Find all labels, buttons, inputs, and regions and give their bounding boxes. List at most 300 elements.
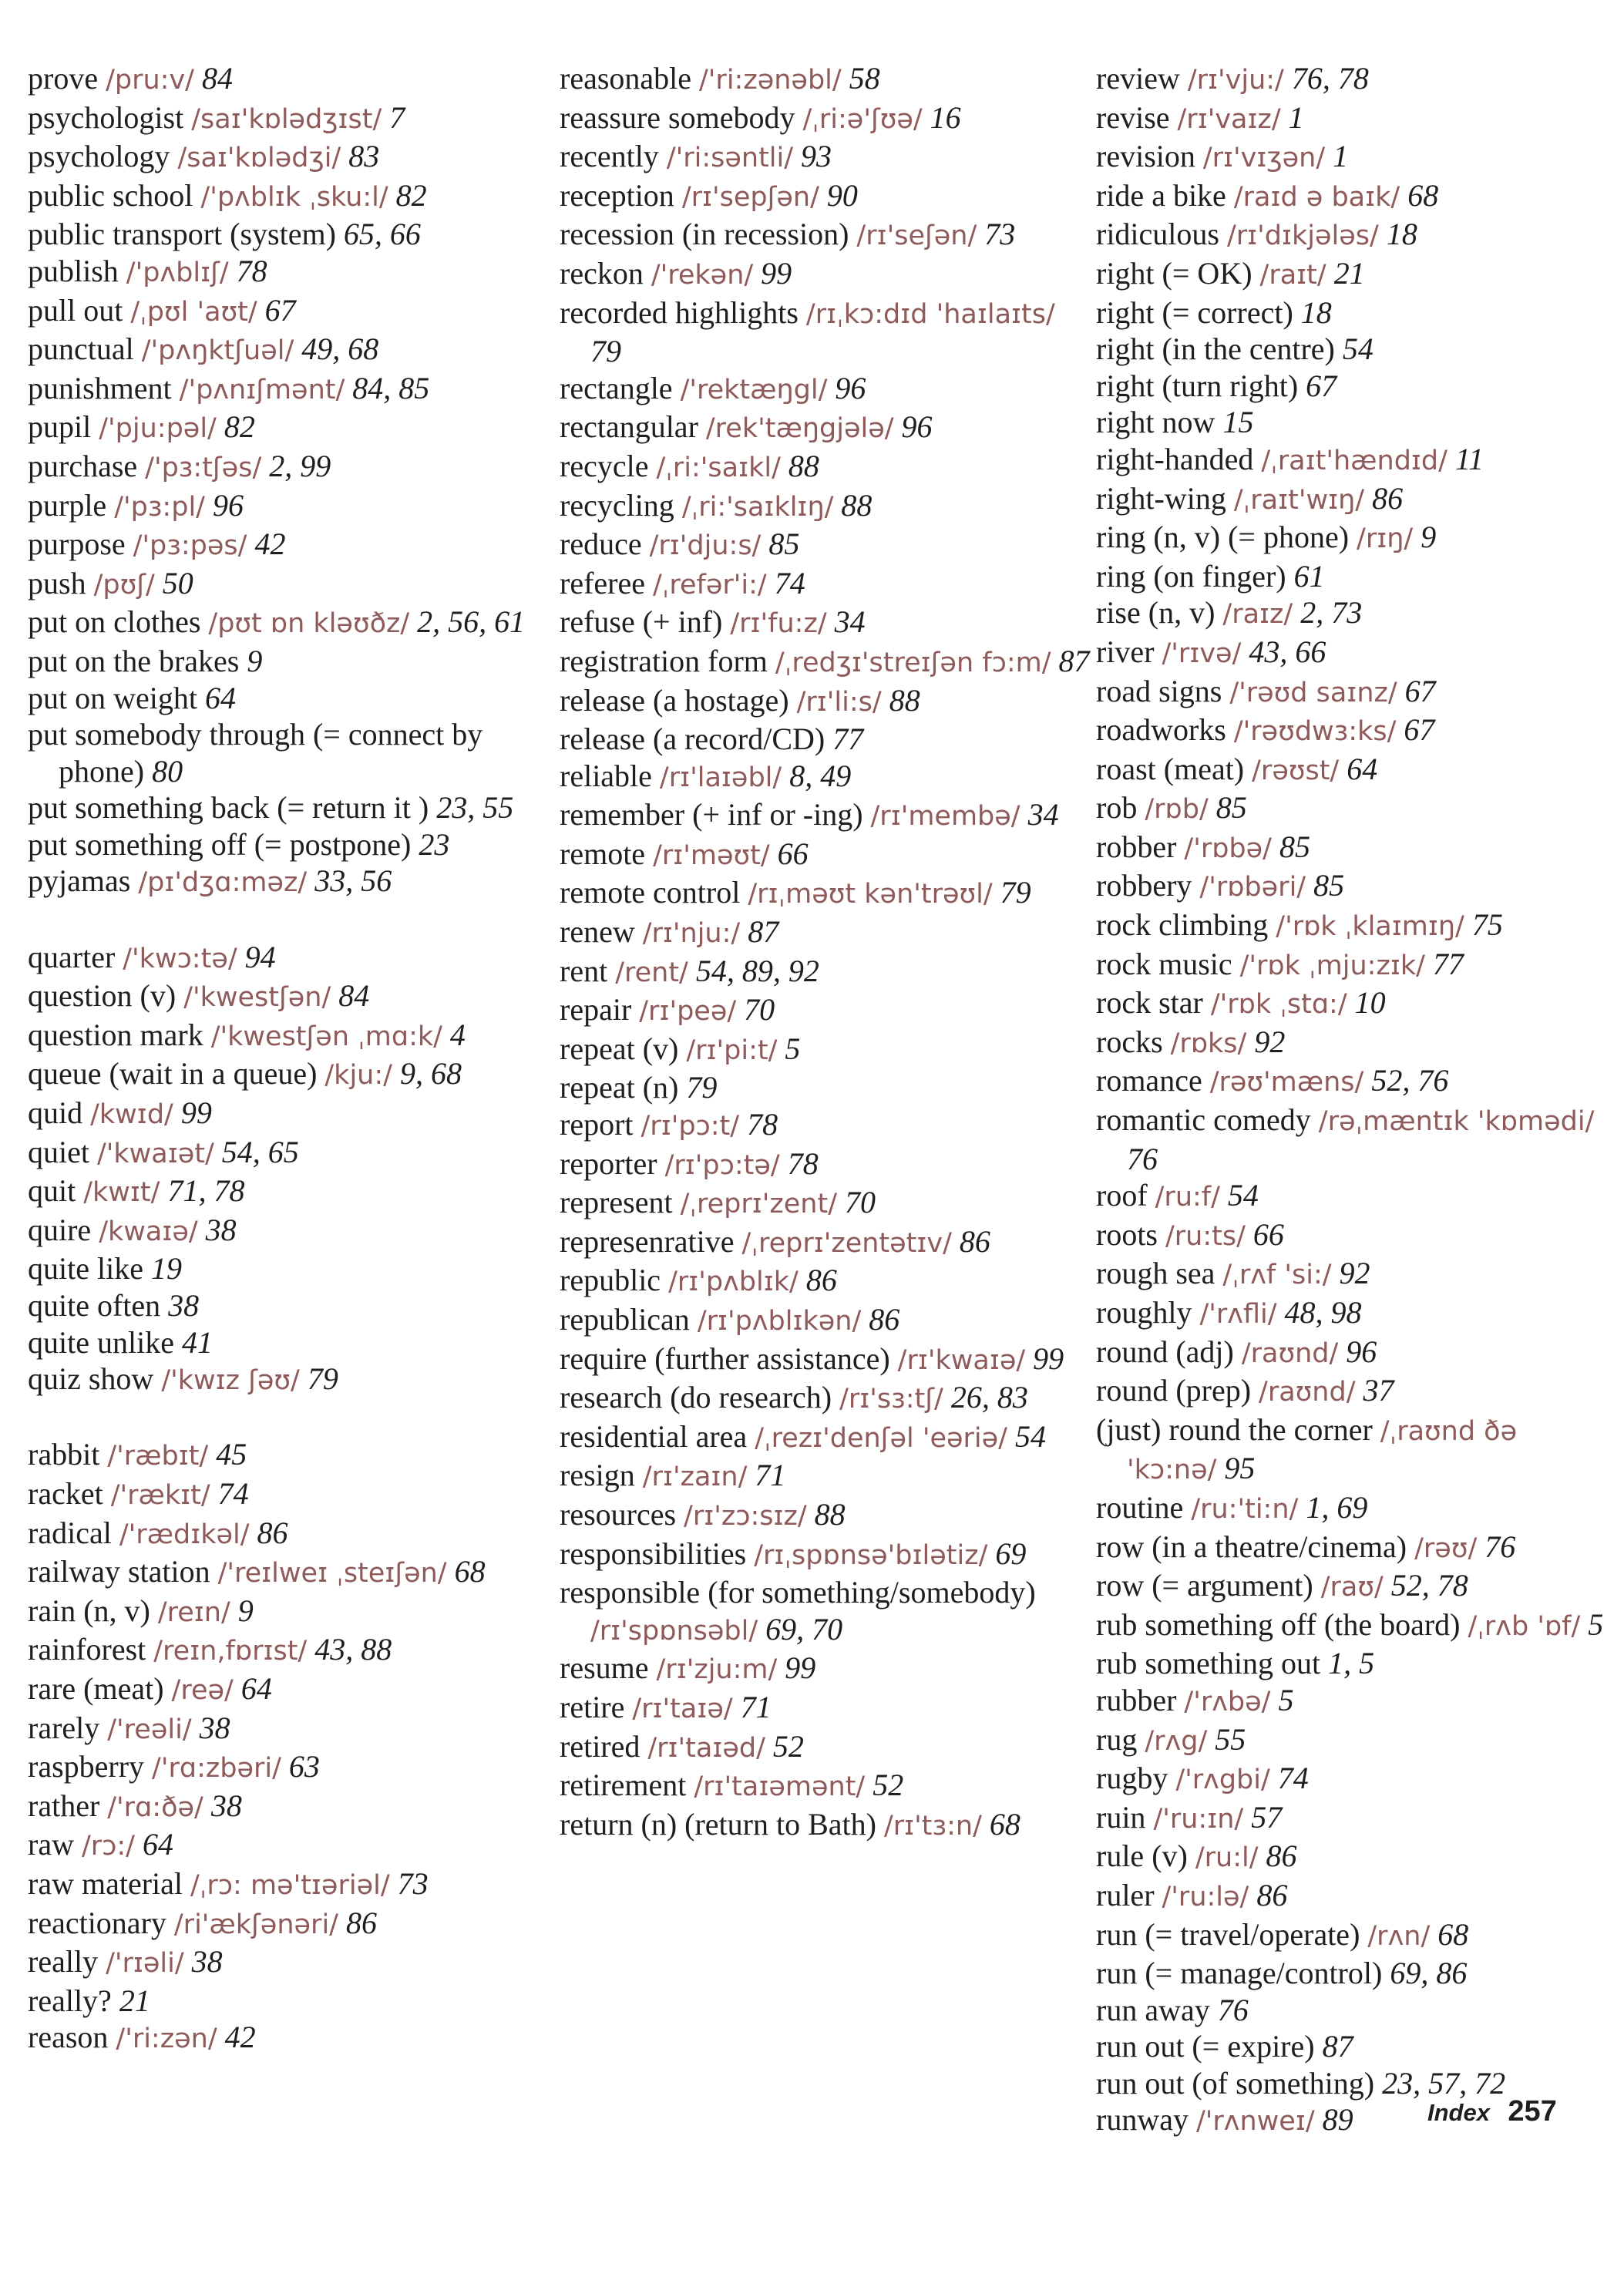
entry-pronunciation: /'kwɪz ʃəʊ/ [161,1365,300,1397]
index-entry [28,826,536,863]
entry-page-refs: 52, 78 [1390,1568,1468,1603]
index-entry [1096,1062,1605,1102]
entry-page-refs: 68 [1407,177,1439,213]
entry-headword: pyjamas [28,863,131,899]
entry-headword: rare (meat) [28,1670,164,1706]
index-entry [1096,1024,1605,1063]
index-entry [28,1017,536,1056]
entry-pronunciation: /'kwaɪət/ [96,1138,214,1169]
index-entry [1096,1645,1605,1682]
entry-page-refs: 23 [419,826,450,862]
index-entry [28,1212,536,1251]
entry-headword: remote [560,836,646,871]
entry-page-refs: 5 [785,1031,801,1066]
entry-pronunciation: /rɪ'laɪəbl/ [659,762,782,793]
entry-headword: rob [1096,790,1138,826]
entry-page-refs: 33, 56 [314,863,392,899]
entry-pronunciation: /ˌraʊnd ðə 'kɔ:nə/ [1127,1415,1518,1486]
entry-headword: repeat (n) [560,1070,679,1105]
entry-page-refs: 54 [1014,1418,1046,1454]
entry-pronunciation: /ˌri:ə'ʃʊə/ [802,103,923,135]
entry-pronunciation: /ˌreprɪ'zentətɪv/ [741,1227,952,1259]
entry-headword: recorded highlights [560,294,799,330]
entry-headword: romance [1096,1063,1202,1098]
entry-headword: release (a hostage) [560,682,789,718]
index-entry [1096,789,1605,829]
index-entry [560,294,1091,370]
entry-page-refs: 96 [835,370,866,405]
entry-pronunciation: /rɪ'vaɪz/ [1177,103,1281,135]
index-entry [1096,673,1605,712]
index-entry [1096,1916,1605,1956]
entry-page-refs: 88 [841,487,873,523]
entry-headword: roadworks [1096,712,1226,748]
entry-headword: run (= travel/operate) [1096,1916,1360,1952]
entry-pronunciation: /'rʌnweɪ/ [1195,2106,1315,2138]
entry-pronunciation: /rɪ'peə/ [639,996,737,1028]
index-entry [28,789,536,826]
entry-page-refs: 82 [224,409,255,445]
entry-headword: roughly [1096,1295,1192,1330]
entry-page-refs: 86 [1256,1877,1288,1912]
index-entry [1096,1411,1605,1489]
entry-pronunciation: /rɪ'pʌblɪk/ [668,1267,799,1298]
index-entry [1096,441,1605,480]
index-entry [28,1055,536,1095]
entry-headword: question mark [28,1017,203,1052]
entry-pronunciation: /reɪn/ [157,1596,230,1628]
entry-pronunciation: /'kwestʃən/ [183,982,331,1014]
entry-headword: quiz show [28,1361,154,1397]
entry-pronunciation: /rɪ'pi:t/ [686,1034,778,1066]
index-entry [560,1031,1091,1070]
entry-page-refs: 74 [774,565,805,600]
entry-page-refs: 87 [748,914,779,950]
index-entry [1096,558,1605,595]
entry-page-refs: 79 [590,334,621,369]
index-entry [560,177,1091,217]
index-entry [28,1788,536,1827]
index-entry [28,604,536,643]
index-entry [28,1324,536,1361]
entry-page-refs: 86 [805,1263,837,1298]
entry-page-refs: 96 [1346,1334,1377,1369]
entry-page-refs: 69, 86 [1390,1956,1468,1991]
index-entry [1096,480,1605,520]
index-entry [560,565,1091,604]
index-entry [560,1069,1091,1106]
entry-page-refs: 92 [1254,1024,1286,1059]
entry-page-refs: 85 [1215,790,1247,826]
entry-pronunciation: /rəʊ/ [1414,1532,1478,1564]
index-entry [560,216,1091,255]
entry-page-refs: 68 [1437,1916,1469,1952]
entry-pronunciation: /'pʌblɪk ˌsku:l/ [200,181,388,213]
entry-pronunciation: /kwɪt/ [83,1177,160,1209]
entry-pronunciation: /rɪ'taɪə/ [632,1693,733,1724]
entry-pronunciation: /'pɜ:pəs/ [133,530,247,562]
entry-headword: quit [28,1173,76,1209]
entry-pronunciation: /rɪ'sɜ:tʃ/ [839,1384,943,1415]
entry-page-refs: 64 [1347,751,1378,786]
entry-page-refs: 77 [1432,946,1464,981]
entry-page-refs: 8, 49 [789,758,852,793]
entry-pronunciation: /rent/ [615,957,688,988]
letter-gap [28,902,536,939]
entry-headword: psychology [28,139,170,174]
entry-headword: right (in the centre) [1096,331,1335,367]
entry-page-refs: 16 [930,99,961,135]
index-entry [28,1710,536,1749]
entry-pronunciation: /rɪˌspɒnsə'bɪlətiz/ [754,1539,988,1571]
entry-headword: rocks [1096,1024,1163,1059]
entry-pronunciation: /ˌreprɪ'zent/ [680,1189,837,1220]
entry-headword: recession (in recession) [560,217,849,252]
entry-pronunciation: /rɪ'nju:/ [642,918,741,950]
entry-pronunciation: /'pɜ:tʃəs/ [145,452,262,483]
index-entry [1096,404,1605,441]
entry-headword: roast (meat) [1096,751,1245,786]
entry-headword: rectangular [560,409,698,445]
index-entry [560,1301,1091,1341]
entry-page-refs: 96 [901,409,933,445]
entry-pronunciation: /'reɪlweɪ ˌsteɪʃən/ [217,1558,447,1589]
index-entry [560,138,1091,177]
page-number: 257 [1508,2095,1557,2128]
entry-headword: rent [560,953,608,988]
index-entry [28,1475,536,1515]
entry-page-refs: 9 [237,1593,254,1628]
entry-headword: residential area [560,1418,748,1454]
index-entry [560,1806,1091,1845]
entry-headword: racket [28,1475,103,1511]
entry-page-refs: 5 [1588,1606,1604,1642]
entry-pronunciation: /rɪŋ/ [1357,523,1414,555]
entry-headword: rub something out [1096,1646,1321,1681]
index-entry [1096,1838,1605,1877]
index-entry [560,1106,1091,1145]
entry-page-refs: 65, 66 [343,217,421,252]
entry-headword: quite unlike [28,1324,174,1360]
entry-headword: (just) round the corner [1096,1411,1373,1447]
index-entry [28,1865,536,1905]
entry-headword: pull out [28,292,123,328]
entry-page-refs: 52, 76 [1371,1063,1449,1098]
entry-headword: right (turn right) [1096,368,1299,403]
entry-headword: round (prep) [1096,1373,1252,1408]
entry-page-refs: 4 [449,1017,466,1052]
entry-page-refs: 79 [1000,875,1031,910]
entry-page-refs: 1 [1333,139,1349,174]
entry-page-refs: 86 [869,1302,900,1337]
index-entry [28,1553,536,1593]
index-entry [1096,984,1605,1024]
entry-pronunciation: /rɪ'spɒnsəbl/ [590,1615,758,1647]
entry-headword: ruler [1096,1877,1155,1912]
entry-pronunciation: /ru:l/ [1195,1842,1259,1874]
entry-headword: rectangle [560,370,673,405]
entry-pronunciation: /pru:v/ [106,65,194,96]
index-entry [28,1670,536,1710]
entry-pronunciation: /rɪ'pɔ:t/ [641,1111,740,1142]
index-entry [28,487,536,526]
index-entry [560,487,1091,526]
entry-pronunciation: /rɪ'zɔ:sɪz/ [684,1500,807,1532]
entry-headword: resources [560,1496,677,1532]
entry-page-refs: 54, 65 [221,1134,299,1169]
entry-page-refs: 11 [1454,441,1484,476]
index-entry [28,138,536,177]
entry-headword: raspberry [28,1749,145,1785]
entry-headword: row (= argument) [1096,1568,1313,1603]
index-entry [560,836,1091,875]
entry-page-refs: 64 [240,1670,272,1706]
entry-page-refs: 79 [307,1361,338,1397]
entry-headword: return (n) (return to Bath) [560,1806,876,1842]
index-entry [28,331,536,370]
entry-pronunciation: /'ri:səntli/ [666,143,794,174]
entry-pronunciation: /rɪ'taɪəmənt/ [694,1771,866,1803]
entry-headword: ring (on finger) [1096,558,1286,594]
entry-page-refs: 90 [826,177,858,213]
index-entry [28,448,536,487]
entry-pronunciation: /'rækɪt/ [110,1479,210,1511]
entry-page-refs: 1, 5 [1328,1646,1375,1681]
entry-page-refs: 50 [162,565,193,600]
entry-headword: right (= correct) [1096,294,1293,330]
entry-headword: ring (n, v) (= phone) [1096,520,1350,555]
entry-pronunciation: /rɪ'dju:s/ [649,530,762,562]
index-entry [560,604,1091,643]
index-entry [1096,519,1605,558]
entry-headword: roof [1096,1178,1148,1213]
entry-headword: quarter [28,939,116,974]
entry-pronunciation: /ˌrʌf 'si:/ [1222,1260,1332,1291]
entry-headword: remember (+ inf or -ing) [560,797,863,833]
entry-pronunciation: /ru:ts/ [1165,1220,1246,1252]
entry-page-refs: 54 [1227,1178,1259,1213]
entry-page-refs: 38 [205,1212,237,1247]
index-entry [28,863,536,902]
index-entry [1096,331,1605,368]
entry-headword: river [1096,634,1155,669]
entry-page-refs: 86 [959,1223,990,1259]
entry-page-refs: 48, 98 [1284,1295,1362,1330]
entry-pronunciation: /'ri:zən/ [116,2023,217,2055]
index-entry [1096,594,1605,634]
entry-page-refs: 37 [1363,1373,1394,1408]
entry-page-refs: 94 [244,939,276,974]
index-entry [1096,294,1605,331]
entry-pronunciation: /rɪ'vɪʒən/ [1202,143,1326,174]
footer-index-label: Index [1427,2099,1490,2126]
index-entry [1096,1102,1605,1177]
entry-page-refs: 87 [1058,643,1090,678]
entry-page-refs: 88 [814,1496,846,1532]
index-entry [560,991,1091,1031]
entry-page-refs: 34 [1027,797,1059,833]
entry-headword: run out (= expire) [1096,2029,1315,2064]
entry-pronunciation: /'pʌnɪʃmənt/ [179,374,345,405]
entry-pronunciation: /pɪ'dʒɑ:məz/ [138,867,308,899]
index-entry [1096,368,1605,405]
entry-headword: public transport (system) [28,217,336,252]
entry-headword: rock star [1096,985,1203,1021]
index-entry [1096,867,1605,907]
entry-pronunciation: /saɪ'kɒlədʒɪst/ [191,103,382,135]
index-entry [1096,1567,1605,1606]
entry-page-refs: 9 [247,643,263,678]
entry-pronunciation: /ru:f/ [1155,1182,1220,1213]
entry-headword: registration form [560,643,768,678]
entry-headword: retire [560,1689,625,1724]
entry-page-refs: 84, 85 [352,370,430,405]
entry-headword: reliable [560,758,652,793]
entry-headword: run (= manage/control) [1096,1956,1383,1991]
entry-page-refs: 64 [204,680,236,715]
page-footer [1427,2095,1557,2128]
index-entry [560,1341,1091,1380]
entry-page-refs: 71 [740,1689,772,1724]
index-entry [1096,751,1605,790]
entry-headword: prove [28,61,99,96]
entry-pronunciation: /rɪˌkɔ:dɪd 'haɪlaɪts/ [805,298,1055,330]
entry-pronunciation: /rɪ'taɪəd/ [647,1732,765,1764]
index-entry [28,99,536,139]
entry-pronunciation: /reɪn,fɒrɪst/ [153,1636,308,1667]
index-entry [28,680,536,717]
entry-pronunciation: /'rektæŋgl/ [680,374,828,405]
entry-headword: reassure somebody [560,99,795,135]
index-column-1 [28,60,536,2058]
index-entry [1096,1682,1605,1721]
entry-headword: put something back (= return it ) [28,790,429,826]
index-entry [28,409,536,448]
index-entry [1096,829,1605,868]
entry-headword: routine [1096,1489,1184,1525]
entry-headword: quite like [28,1251,143,1287]
entry-page-refs: 21 [119,1983,150,2018]
entry-page-refs: 52 [873,1768,904,1803]
entry-pronunciation: /reə/ [171,1674,234,1706]
entry-pronunciation: /pʊʃ/ [93,569,155,600]
entry-pronunciation: /rɪ'fu:z/ [730,608,827,640]
entry-page-refs: 52 [772,1728,804,1764]
entry-headword: rise (n, v) [1096,595,1215,631]
entry-headword: revision [1096,139,1195,174]
entry-pronunciation: /'kwɔ:tə/ [123,943,237,974]
entry-pronunciation: /'rɒbəri/ [1199,872,1306,903]
entry-pronunciation: /ˌraɪt'hændɪd/ [1261,445,1447,476]
entry-pronunciation: /kju:/ [324,1060,392,1092]
entry-pronunciation: /raʊ/ [1320,1572,1384,1603]
entry-pronunciation: /'kwestʃən ˌmɑ:k/ [210,1021,442,1052]
entry-page-refs: 76 [1217,1992,1249,2027]
index-entry [560,1728,1091,1768]
entry-headword: romantic comedy [1096,1102,1311,1138]
index-entry [560,913,1091,953]
index-entry [28,1943,536,1983]
entry-page-refs: 95 [1224,1451,1256,1486]
entry-page-refs: 38 [191,1944,223,1980]
entry-headword: recently [560,139,659,174]
entry-page-refs: 85 [768,526,800,562]
entry-headword: radical [28,1515,112,1550]
entry-page-refs: 55 [1215,1721,1246,1757]
entry-page-refs: 80 [152,753,183,789]
index-entry [28,253,536,292]
entry-page-refs: 58 [849,61,880,96]
entry-pronunciation: /rʌg/ [1145,1725,1208,1757]
index-entry [1096,138,1605,177]
entry-pronunciation: /'rʌgbi/ [1175,1764,1270,1796]
entry-page-refs: 63 [288,1749,320,1785]
entry-pronunciation: /'rəʊdwɜ:ks/ [1233,716,1397,748]
entry-page-refs: 73 [397,1865,429,1901]
entry-pronunciation: /'rɒk ˌmju:zɪk/ [1239,950,1425,981]
entry-pronunciation: /rəʊ'mæns/ [1209,1067,1364,1098]
entry-headword: revise [1096,99,1170,135]
entry-page-refs: 99 [761,255,792,291]
index-entry [28,1983,536,2020]
entry-pronunciation: /'pʌŋktʃuəl/ [141,335,294,367]
entry-pronunciation: /rɒb/ [1145,794,1209,826]
entry-page-refs: 2, 99 [269,448,331,483]
entry-page-refs: 23, 55 [436,790,514,826]
entry-headword: reception [560,177,674,213]
index-entry [28,565,536,604]
entry-headword: reason [28,2020,109,2055]
entry-headword: rarely [28,1710,100,1745]
entry-pronunciation: /ˌri:'saɪklɪŋ/ [681,491,834,523]
entry-headword: row (in a theatre/cinema) [1096,1529,1407,1564]
entry-page-refs: 82 [395,177,427,213]
entry-headword: question (v) [28,978,177,1014]
entry-headword: rule (v) [1096,1838,1188,1874]
entry-pronunciation: /rɪˌməʊt kən'trəʊl/ [748,879,993,910]
entry-page-refs: 15 [1222,405,1254,440]
entry-headword: referee [560,565,645,600]
entry-page-refs: 67 [1404,712,1435,748]
entry-page-refs: 2, 73 [1300,595,1363,631]
entry-headword: right-wing [1096,480,1226,516]
index-entry [28,1095,536,1134]
entry-headword: road signs [1096,673,1222,708]
index-entry [1096,1721,1605,1761]
index-entry [1096,1255,1605,1294]
entry-pronunciation: /raɪd ə baɪk/ [1233,181,1400,213]
entry-page-refs: 86 [257,1515,288,1550]
entry-headword: responsibilities [560,1536,747,1571]
entry-page-refs: 43, 66 [1249,634,1326,669]
entry-headword: put something off (= postpone) [28,826,412,862]
entry-page-refs: 61 [1293,558,1325,594]
entry-page-refs: 66 [1252,1216,1284,1252]
entry-headword: run out (of something) [1096,2065,1375,2101]
entry-pronunciation: /'rædɪkəl/ [119,1519,250,1550]
index-entry [560,1184,1091,1223]
entry-page-refs: 86 [1266,1838,1297,1874]
entry-pronunciation: /'reəli/ [107,1714,192,1745]
index-entry [28,292,536,331]
entry-page-refs: 93 [801,139,832,174]
entry-pronunciation: /'rɪvə/ [1162,637,1242,669]
index-entry [560,1767,1091,1806]
entry-page-refs: 77 [832,722,864,757]
index-entry [560,796,1091,836]
entry-page-refs: 92 [1339,1256,1370,1291]
entry-page-refs: 83 [348,139,380,174]
